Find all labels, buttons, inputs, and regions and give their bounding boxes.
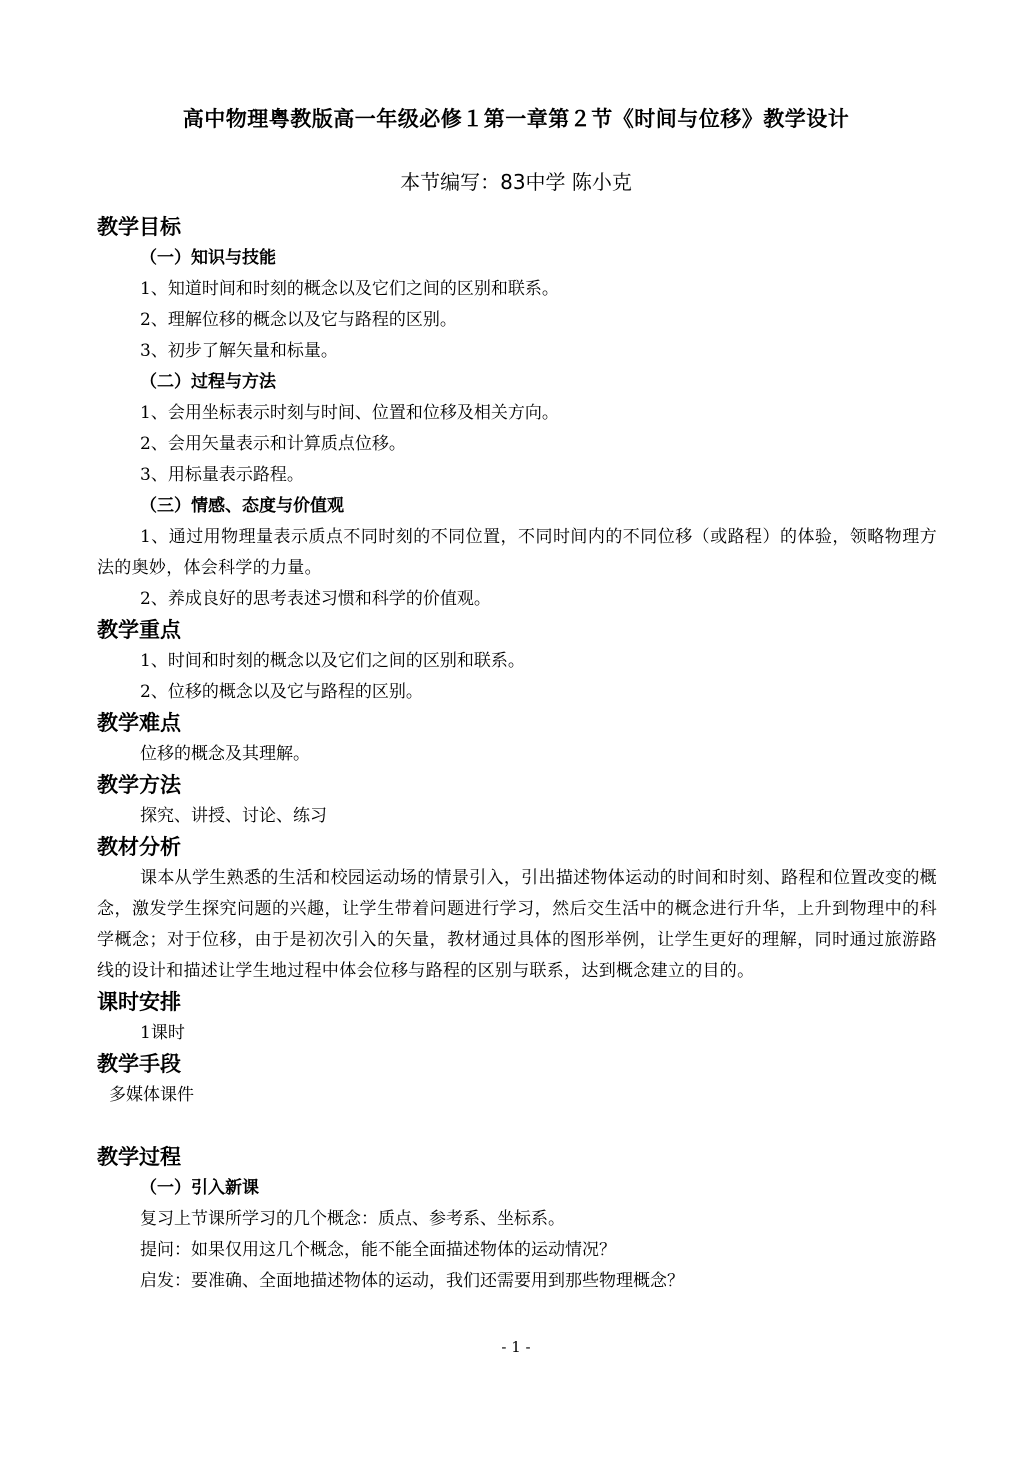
means-text: 多媒体课件 [109,1085,194,1105]
heading-process: 教学过程 [97,1145,181,1169]
subheading-attitude: （三）情感、态度与价值观 [140,496,344,516]
author-line: 本节编写：83中学 陈小克 [400,170,632,194]
spacer [97,1111,937,1142]
page-number: - 1 - [501,1338,531,1356]
list-item: 1、会用坐标表示时刻与时间、位置和位移及相关方向。 [140,403,559,423]
list-item: 提问：如果仅用这几个概念，能不能全面描述物体的运动情况？ [140,1240,616,1260]
heading-key-points: 教学重点 [97,618,181,642]
list-item: 启发：要准确、全面地描述物体的运动，我们还需要用到那些物理概念？ [140,1271,684,1291]
heading-methods: 教学方法 [97,773,181,797]
difficulties-text: 位移的概念及其理解。 [140,744,310,764]
list-item: 1、时间和时刻的概念以及它们之间的区别和联系。 [140,651,525,671]
methods-text: 探究、讲授、讨论、练习 [140,806,327,826]
schedule-text: 1课时 [140,1023,185,1043]
document-title: 高中物理粤教版高一年级必修１第一章第２节《时间与位移》教学设计 [182,107,850,131]
heading-analysis: 教材分析 [97,835,181,859]
subheading-knowledge: （一）知识与技能 [140,248,276,268]
subheading-intro: （一）引入新课 [140,1178,259,1198]
document-body [97,212,937,1297]
paragraph: 1、通过用物理量表示质点不同时刻的不同位置，不同时间内的不同位移（或路程）的体验，领略物理方法的奥妙，体会科学的力量。 [97,527,937,578]
heading-difficulties: 教学难点 [97,711,181,735]
subheading-process: （二）过程与方法 [140,372,276,392]
list-item: 2、理解位移的概念以及它与路程的区别。 [140,310,457,330]
list-item: 2、会用矢量表示和计算质点位移。 [140,434,406,454]
analysis-paragraph: 课本从学生熟悉的生活和校园运动场的情景引入，引出描述物体运动的时间和时刻、路程和位置改变的概念，激发学生探究问题的兴趣，让学生带着问题进行学习，然后交生活中的概念进行升华，上升到物理中的科学概念；对于位移，由于是初次引入的矢量，教材通过具体的图形举例，让学生更好的理解，同时通过旅游路线的设计和描述让学生地过程中体会位移与路程的区别与联系，达到概念建立的目的。 [97,868,937,981]
list-item: 2、养成良好的思考表述习惯和科学的价值观。 [140,589,491,609]
heading-means: 教学手段 [97,1052,181,1076]
heading-objectives: 教学目标 [97,215,181,239]
heading-schedule: 课时安排 [97,990,181,1014]
list-item: 2、位移的概念以及它与路程的区别。 [140,682,423,702]
list-item: 3、用标量表示路程。 [140,465,304,485]
list-item: 3、初步了解矢量和标量。 [140,341,338,361]
list-item: 复习上节课所学习的几个概念：质点、参考系、坐标系。 [140,1209,565,1229]
list-item: 1、知道时间和时刻的概念以及它们之间的区别和联系。 [140,279,559,299]
